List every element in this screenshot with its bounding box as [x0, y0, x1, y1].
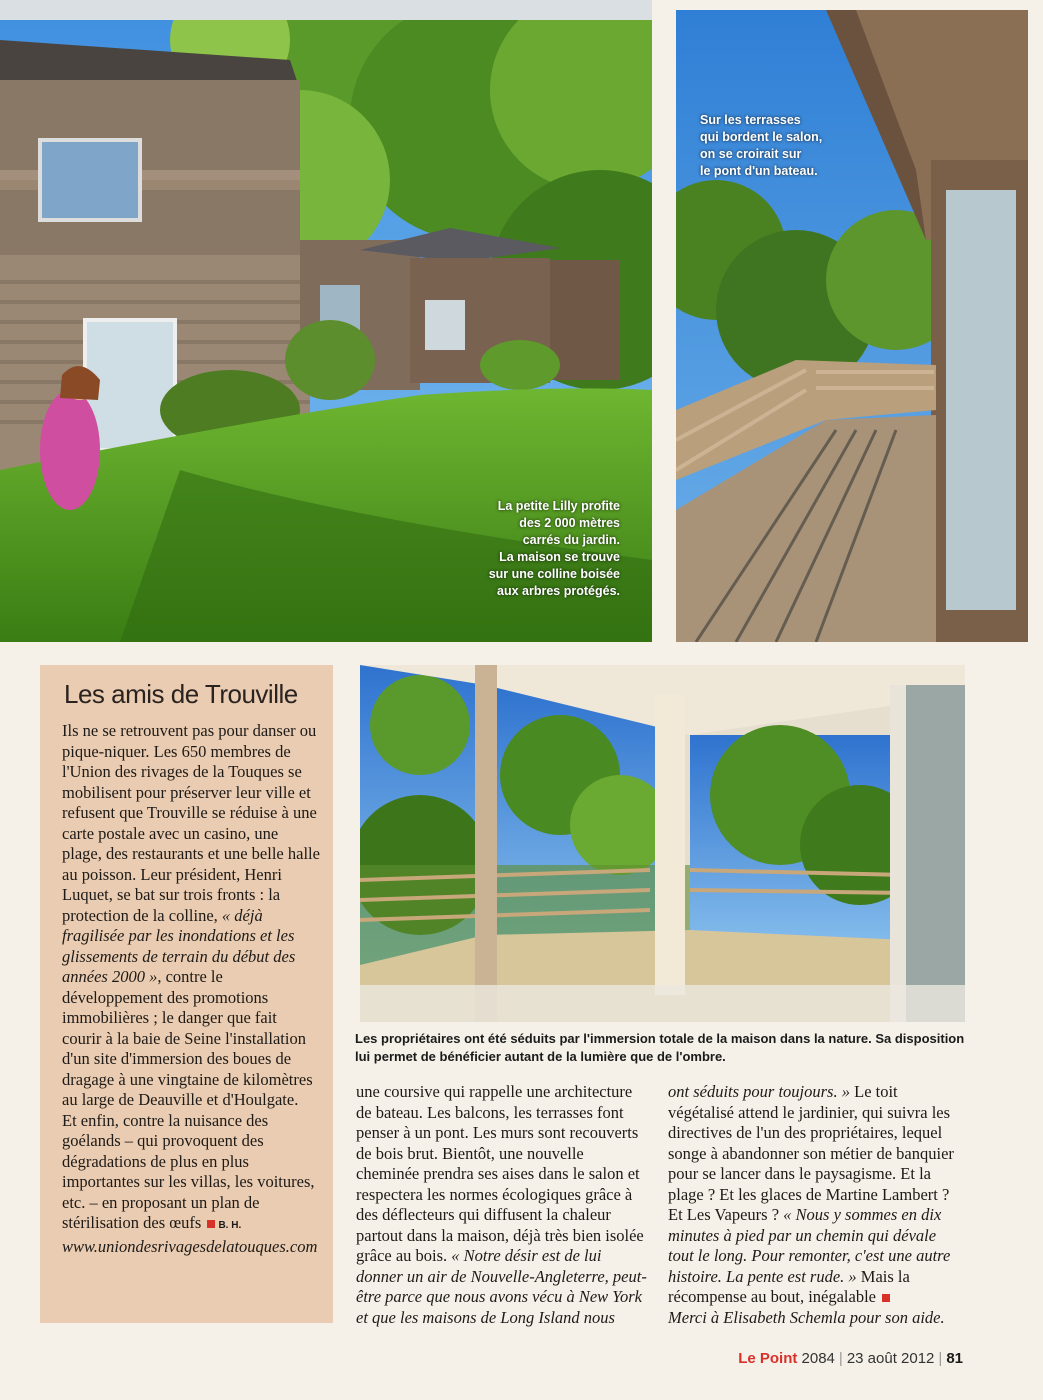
terrace-caption: Sur les terrasses qui bordent le salon, on se croirait sur le pont d'un bateau.: [700, 113, 823, 178]
sidebar-box: [40, 665, 333, 1323]
page-footer: Le Point 2084 | 23 août 2012 | 81: [738, 1350, 963, 1367]
terrace-photo: [676, 10, 1028, 642]
issue-date: 23 août 2012: [846, 1350, 935, 1367]
sidebar-paragraph-2: Et enfin, contre la nuisance des goélands – qui provoquent des dégradations de plus en plus importantes sur les villas, les voitures, etc. – en proposant un plan de stérilisation des œufs B. H.: [62, 1110, 315, 1232]
article-column-2: ont séduits pour toujours. » Le toit végétalisé attend le jardinier, qui suivra les directives de l'un des propriétaires, lequel songe à abandonner son métier de banquier pour se lancer dans le paysagisme. Et la plage ? Et les glaces de Martine Lambert ? Et Les Vapeurs ? « Nous y sommes en dix minutes à pied par un chemin qui dévale tout le long. Pour remonter, c'est une autre histoire. La pente est rude. » Mais la récompense au bout, inégalable Merci à Elisabeth Schemla pour son aide.: [668, 1082, 963, 1328]
article-column-1: une coursive qui rappelle une architecture de bateau. Les balcons, les terrasses font penser à un pont. Les murs sont recouverts de bois brut. Bientôt, une nouvelle cheminée prendra ses aises dans le salon et respectera les normes écologiques grâce à des déflecteurs qui diffusent la chaleur partout dans la maison, déjà très bien isolée grâce au bois. « Notre désir est de lui donner un air de Nouvelle-Angleterre, peut-être parce que nous avons vécu à New York et que les maisons de Long Island nous: [356, 1082, 647, 1327]
interior-photo: [360, 665, 965, 1022]
sidebar-paragraph-1: Ils ne se retrouvent pas pour danser ou pique-niquer. Les 650 membres de l'Union des rivages de la Touques se mobilisent pour préserver leur ville et refusent que Trouville se réduise à une carte postale avec un casino, une plage, des restaurants et une belle halle au poisson. Leur président, Henri Luquet, se bat sur trois fronts : la protection de la colline, « déjà fragilisée par les inondations et les glissements de terrain du début des années 2000 », contre le développement des promotions immobilières ; le danger que fait courir à la baie de Seine l'installation d'un site d'immersion des boues de dragage à une vingtaine de kilomètres au large de Deauville et d'Houlgate.: [62, 721, 320, 1109]
issue-number: 2084: [801, 1350, 835, 1367]
page-number: 81: [946, 1350, 963, 1367]
sidebar-url: www.uniondesrivagesdelatouques.com: [62, 1236, 318, 1256]
sidebar-title: Les amis de Trouville: [64, 679, 298, 709]
end-mark: [207, 1220, 215, 1228]
magazine-name: Le Point: [738, 1350, 798, 1367]
signature: B. H.: [218, 1220, 242, 1231]
credit-line: Merci à Elisabeth Schemla pour son aide.: [668, 1307, 945, 1327]
garden-caption: La petite Lilly profite des 2 000 mètres carrés du jardin. La maison se trouve sur une colline boisée aux arbres protégés.: [488, 499, 620, 598]
interior-caption: Les propriétaires ont été séduits par l'immersion totale de la maison dans la nature. Sa disposition lui permet de bénéficier autant de la lumière que de l'ombre.: [355, 1031, 965, 1064]
end-mark: [882, 1294, 890, 1302]
sidebar-text: [62, 721, 320, 1257]
